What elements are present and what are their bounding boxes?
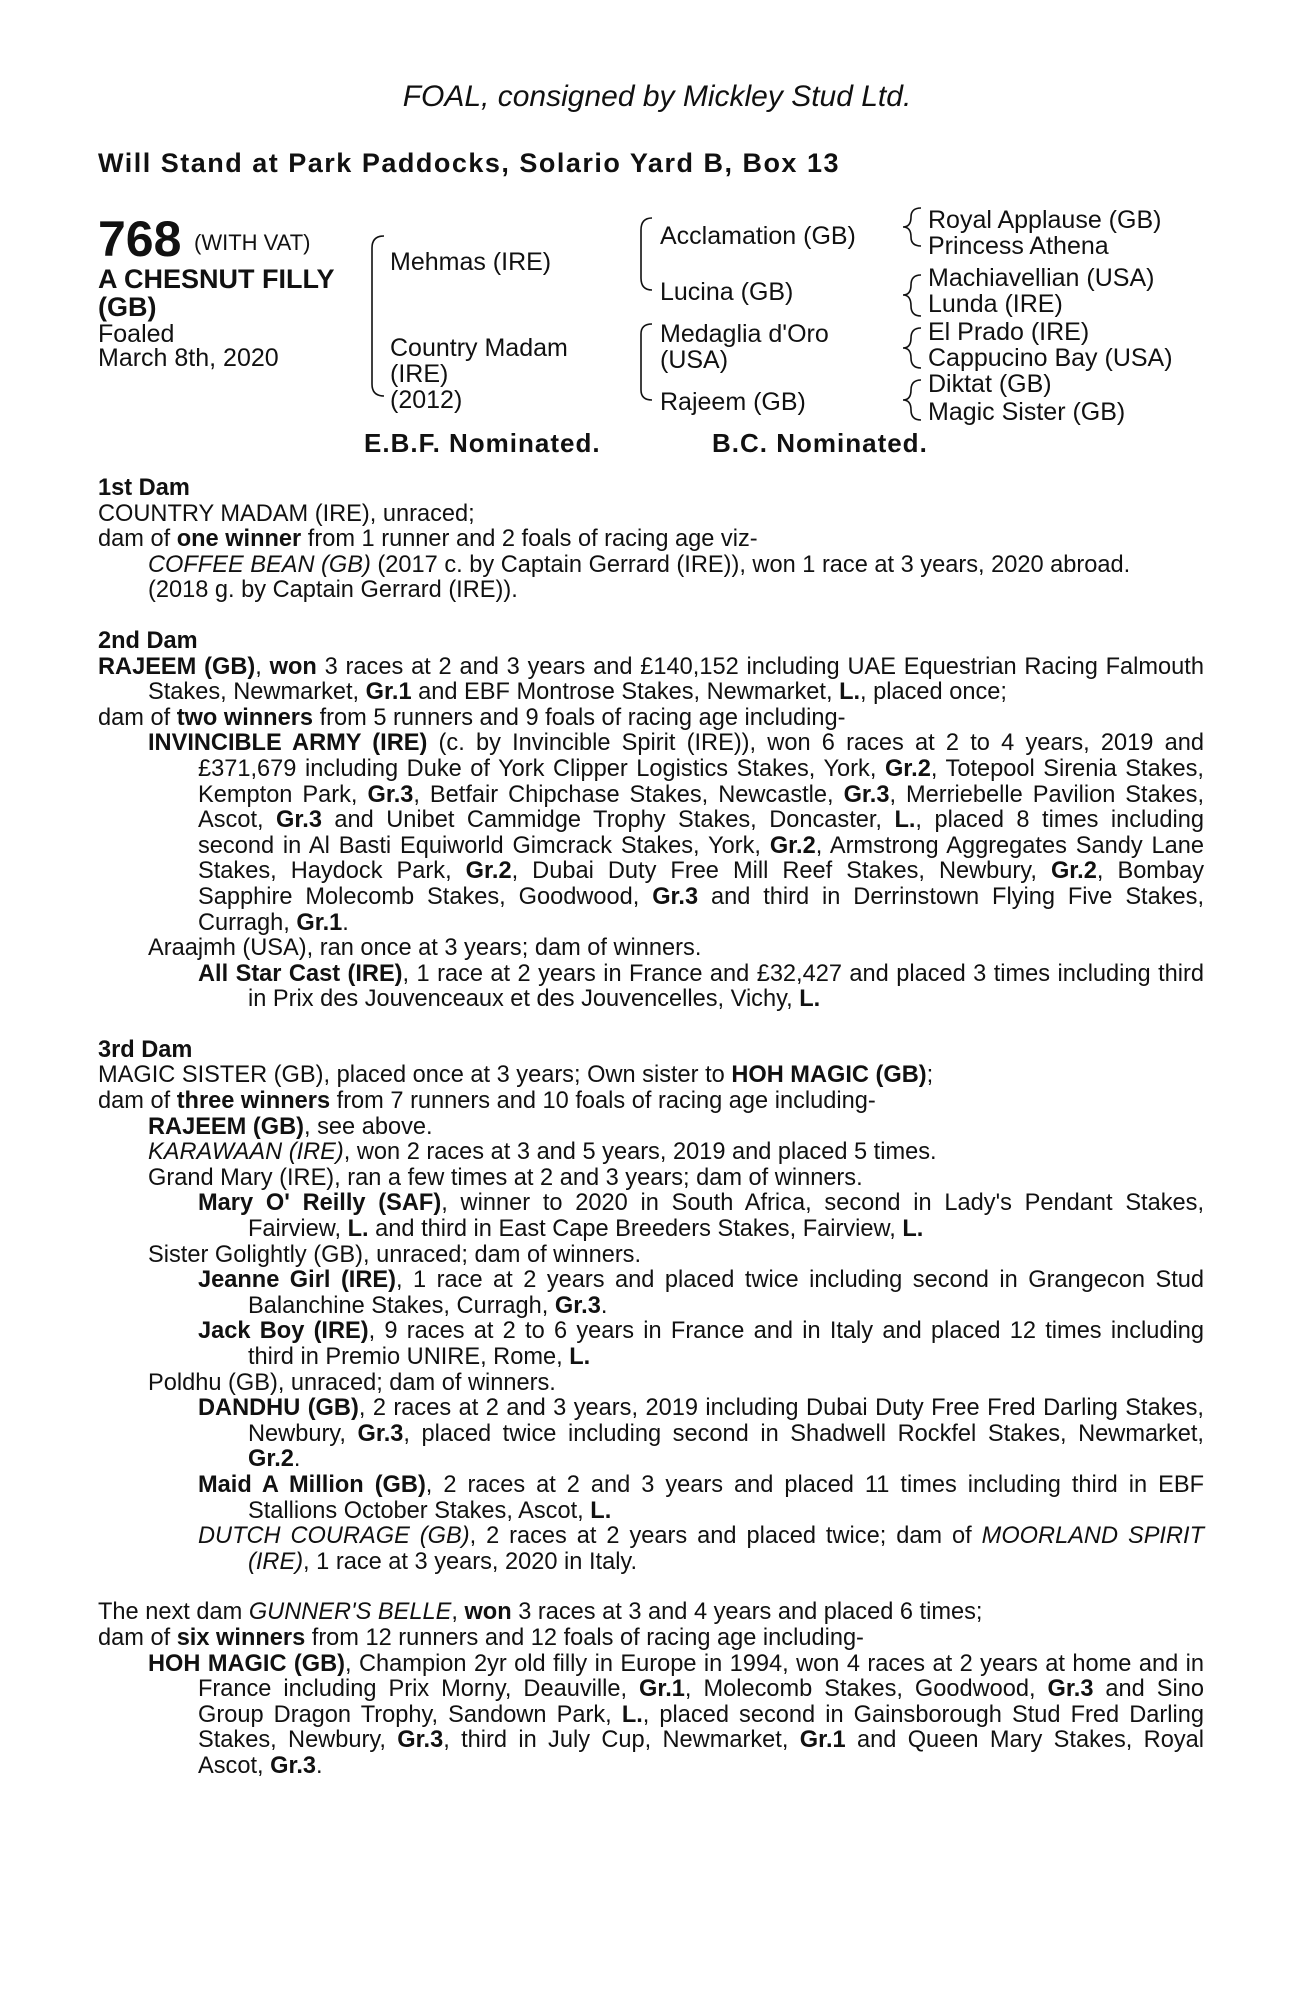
bracket-gen1: [372, 236, 384, 396]
sire-dam: Lucina (GB): [660, 278, 794, 306]
bracket-gen2-dam: [641, 324, 652, 400]
produce-entry: Sister Golightly (GB), unraced; dam of winners.: [148, 1241, 642, 1268]
gen3-2: Princess Athena: [928, 232, 1109, 260]
dam-country: (IRE): [390, 360, 449, 388]
gen3-1: Royal Applause (GB): [928, 206, 1162, 234]
third-dam-produce-line: dam of three winners from 7 runners and 10 foals of racing age including-: [98, 1088, 876, 1115]
bracket-gen3-d: [903, 380, 921, 420]
produce-entry: (2018 g. by Captain Gerrard (IRE)).: [148, 577, 518, 604]
sire-name: Mehmas (IRE): [390, 248, 552, 276]
first-dam-heading: 1st Dam: [98, 475, 190, 501]
first-dam-section: [98, 476, 1204, 604]
gen3-6: Cappucino Bay (USA): [928, 344, 1173, 372]
dam-name: Country Madam: [390, 334, 568, 362]
first-dam-line: COUNTRY MADAM (IRE), unraced;: [98, 500, 475, 527]
consignor-line: FOAL, consigned by Mickley Stud Ltd.: [402, 80, 912, 113]
produce-entry: INVINCIBLE ARMY (IRE) (c. by Invincible Spirit (IRE)), won 6 races at 2 to 4 years, 2019 and £371,679 including Duke of York Clipper Logistics Stakes, York, Gr.2, Totepool Sirenia Stakes, Kempton Park, Gr.3, Betfair Chipchase Stakes, Newcastle, Gr.3, Merriebelle Pavilion Stakes, Ascot, Gr.3 and Unibet Cammidge Trophy Stakes, Doncaster, L., placed 8 times including second in Al Basti Equiworld Gimcrack Stakes, York, Gr.2, Armstrong Aggregates Sandy Lane Stakes, Haydock Park, Gr.2, Dubai Duty Free Mill Reef Stakes, Newbury, Gr.2, Bombay Sapphire Molecomb Stakes, Goodwood, Gr.3 and third in Derrinstown Flying Five Stakes, Curragh, Gr.1.: [148, 730, 1205, 936]
next-dam-section: [98, 1600, 1204, 1779]
vat-note: (WITH VAT): [194, 230, 311, 255]
second-dam-heading: 2nd Dam: [98, 627, 198, 654]
produce-entry: DUTCH COURAGE (GB), 2 races at 2 years and placed twice; dam of MOORLAND SPIRIT (IRE), 1 race at 3 years, 2020 in Italy.: [198, 1523, 1204, 1575]
sire-sire: Acclamation (GB): [660, 222, 856, 250]
produce-entry: HOH MAGIC (GB), Champion 2yr old filly in Europe in 1994, won 4 races at 2 years at home and in France including Prix Morny, Deauville, Gr.1, Molecomb Stakes, Goodwood, Gr.3 and Sino Group Dragon Trophy, Sandown Park, L., placed second in Gainsborough Stud Fred Darling Stakes, Newbury, Gr.3, third in July Cup, Newmarket, Gr.1 and Queen Mary Stakes, Royal Ascot, Gr.3.: [148, 1650, 1205, 1779]
gen3-8: Magic Sister (GB): [928, 398, 1126, 426]
lot-number: 768: [98, 211, 182, 267]
bracket-gen3-a: [903, 208, 921, 246]
produce-entry: Poldhu (GB), unraced; dam of winners.: [148, 1369, 556, 1396]
stand-location: Will Stand at Park Paddocks, Solario Yard B, Box 13: [98, 148, 840, 178]
second-dam-record: RAJEEM (GB), won 3 races at 2 and 3 years and £140,152 including UAE Equestrian Racing Falmouth Stakes, Newmarket, Gr.1 and EBF Montrose Stakes, Newmarket, L., placed once;: [98, 653, 1204, 706]
third-dam-heading: 3rd Dam: [98, 1036, 193, 1063]
bracket-gen3-b: [903, 275, 921, 316]
bracket-gen2-sire: [641, 218, 652, 290]
dam-dam: Rajeem (GB): [660, 388, 806, 416]
produce-entry: COFFEE BEAN (GB) (2017 c. by Captain Gerrard (IRE)), won 1 race at 3 years, 2020 abroad.: [148, 551, 1131, 578]
ebf-nominated: E.B.F. Nominated.: [364, 428, 601, 458]
bc-nominated: B.C. Nominated.: [712, 428, 928, 458]
first-dam-produce-line: dam of one winner from 1 runner and 2 foals of racing age viz-: [98, 526, 758, 553]
catalogue-body: [98, 476, 1204, 1780]
third-dam-section: [98, 1038, 1204, 1575]
produce-entry: All Star Cast (IRE), 1 race at 2 years in France and £32,427 and placed 3 times including third in Prix des Jouvenceaux et des Jouvencelles, Vichy, L.: [198, 960, 1204, 1013]
produce-entry: Maid A Million (GB), 2 races at 2 and 3 years and placed 11 times including third in EBF Stallions October Stakes, Ascot, L.: [198, 1471, 1204, 1524]
foaled-date: March 8th, 2020: [98, 344, 279, 372]
foaled-label: Foaled: [98, 320, 175, 348]
dam-year: (2012): [390, 386, 463, 414]
produce-entry: Araajmh (USA), ran once at 3 years; dam of winners.: [148, 935, 702, 962]
produce-entry: KARAWAAN (IRE), won 2 races at 3 and 5 years, 2019 and placed 5 times.: [148, 1139, 937, 1166]
second-dam-section: [98, 629, 1204, 1013]
lot-description-origin: (GB): [98, 292, 157, 322]
gen3-3: Machiavellian (USA): [928, 264, 1155, 292]
produce-entry: Mary O' Reilly (SAF), winner to 2020 in South Africa, second in Lady's Pendant Stakes, Fairview, L. and third in East Cape Breeders Stakes, Fairview, L.: [198, 1190, 1205, 1243]
produce-entry: Jack Boy (IRE), 9 races at 2 to 6 years in France and in Italy and placed 12 times including third in Premio UNIRE, Rome, L.: [198, 1318, 1204, 1370]
produce-entry: RAJEEM (GB), see above.: [148, 1113, 433, 1140]
produce-entry: Grand Mary (IRE), ran a few times at 2 and 3 years; dam of winners.: [148, 1164, 863, 1191]
second-dam-produce-line: dam of two winners from 5 runners and 9 foals of racing age including-: [98, 704, 846, 731]
third-dam-record: MAGIC SISTER (GB), placed once at 3 years; Own sister to HOH MAGIC (GB);: [98, 1062, 934, 1089]
gen3-5: El Prado (IRE): [928, 318, 1090, 346]
lot-description: A CHESNUT FILLY: [98, 264, 335, 294]
produce-entry: Jeanne Girl (IRE), 1 race at 2 years and placed twice including second in Grangecon Stud Balanchine Stakes, Curragh, Gr.3.: [198, 1267, 1204, 1319]
gen3-4: Lunda (IRE): [928, 290, 1063, 318]
dam-sire: Medaglia d'Oro: [660, 320, 829, 348]
next-dam-record: The next dam GUNNER'S BELLE, won 3 races at 3 and 4 years and placed 6 times;: [98, 1599, 983, 1626]
produce-entry: DANDHU (GB), 2 races at 2 and 3 years, 2019 including Dubai Duty Free Fred Darling Stakes, Newbury, Gr.3, placed twice including second in Shadwell Rockfel Stakes, Newmarket, Gr.2.: [198, 1395, 1204, 1473]
gen3-7: Diktat (GB): [928, 370, 1052, 398]
dam-sire-country: (USA): [660, 346, 729, 374]
next-dam-produce-line: dam of six winners from 12 runners and 12 foals of racing age including-: [98, 1624, 864, 1651]
bracket-gen3-c: [903, 328, 921, 368]
